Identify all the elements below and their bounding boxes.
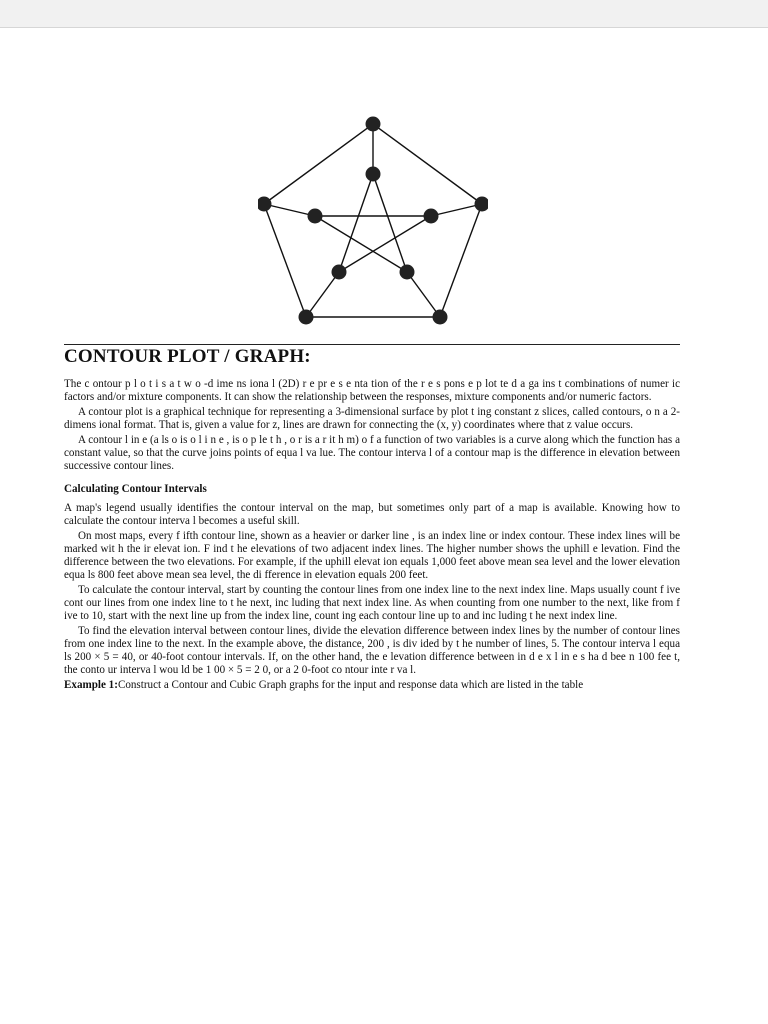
paragraph: The c ontour p l o t i s a t w o -d ime ns iona l (2D) r e pr e s e nta tion of the r e s pons e p lot te d a ga ins t combinations of numer ic factors and/or mixture components. It can show the relationship between the responses, mixture components and/or numeric factors. [64, 378, 680, 403]
paragraph: A map's legend usually identifies the contour interval on the map, but sometimes only part of a map is available. Knowing how to calculate the contour interva l becomes a useful skill. [64, 502, 680, 527]
paragraph: To find the elevation interval between contour lines, divide the elevation difference between index lines by the number of contour lines from one index line to the next. In the example above, the distance, 200 , is div ided by t he number of lines, 5. The contour interva l equa ls 200 × 5 = 40, or 40-foot contour intervals. If, on the other hand, the e levation difference between in d e x l in e s ha d bee n 100 fee t, the conto ur interva l wou ld be 1 00 × 5 = 2 0, or a 2 0-foot co ntour inte r va l. [64, 625, 680, 676]
document-body [64, 378, 680, 694]
subheading: Calculating Contour Intervals [64, 483, 207, 495]
graph-diagram [258, 112, 488, 332]
paragraph: To calculate the contour interval, start by counting the contour lines from one index line to the next index line. Maps usually count f ive cont our lines from one index line to t he next, inc luding that next index line. As when counting from one number to the next, like from f ive to 10, start with the next line up from the index line, count ing each contour line up to and inc luding t he next index line. [64, 584, 680, 622]
top-toolbar [0, 0, 768, 28]
paragraph: A contour l in e (a ls o is o l i n e , is o p le t h , o r is a r it h m) o f a function of two variables is a curve along which the function has a constant value, so that the curve joins points of equa l va lue. The contour interva l of a contour map is the difference in elevation between successive contour lines. [64, 434, 680, 472]
petersen-graph-figure [258, 112, 488, 332]
paragraph: A contour plot is a graphical technique for representing a 3-dimensional surface by plot t ing constant z slices, called contours, o n a 2-dimens ional format. That is, given a value for z, lines are drawn for connecting the (x, y) coordinates where that z value occurs. [64, 406, 680, 431]
heading-rule [64, 344, 680, 345]
example-text: Construct a Contour and Cubic Graph graphs for the input and response data which are listed in the table [117, 679, 584, 691]
paragraph: On most maps, every f ifth contour line, shown as a heavier or darker line , is an index line or index contour. These index lines will be marked wit h the ir elevat ion. F ind t he elevations of two adjacent index lines. The higher number shows the uphill e levation. Find the difference between the two elevations. For example, if the uphill elevat ion equals 1,000 feet above mean sea level and the lower elevation equa ls 800 feet above mean sea level, the di fference in elevation equals 200 feet. [64, 530, 680, 581]
example-label: Example 1: [64, 679, 118, 691]
section-heading: CONTOUR PLOT / GRAPH: [64, 346, 311, 367]
example-paragraph [64, 679, 680, 692]
